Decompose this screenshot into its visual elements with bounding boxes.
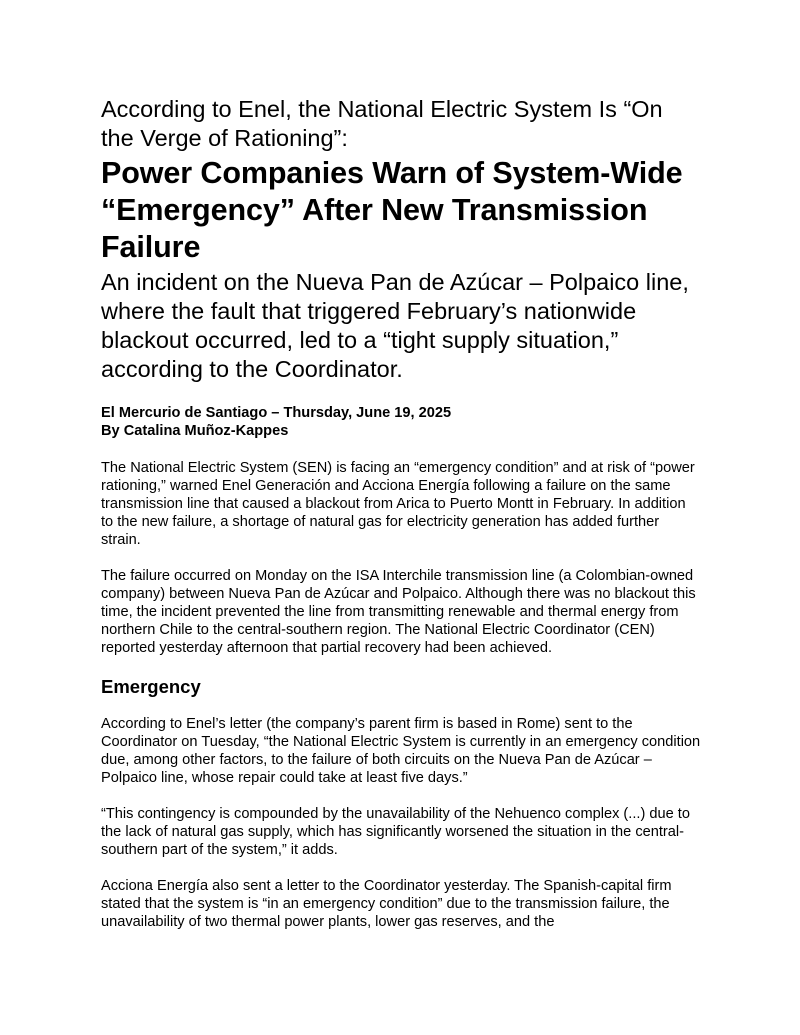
paragraph-section-1: According to Enel’s letter (the company’s parent firm is based in Rome) sent to the Coordinator on Tuesday, “the National Electric System is currently in an emergency condition due, among other factors, to the failure of both circuits on the Nueva Pan de Azúcar – Polpaico line, whose repair could take at least five days.” [101,716,701,786]
article-headline: Power Companies Warn of System-Wide “Emergency” After New Transmission Failure [101,156,683,264]
paragraph-section-2: “This contingency is compounded by the unavailability of the Nehuenco complex (...) due to the lack of natural gas supply, which has significantly worsened the situation in the central-southern part of the system,” it adds. [101,806,690,858]
article [101,95,701,931]
paragraph-intro-2: The failure occurred on Monday on the ISA Interchile transmission line (a Colombian-owned company) between Nueva Pan de Azúcar and Polpaico. Although there was no blackout this time, the incident prevented the line from transmitting renewable and thermal energy from northern Chile to the central-southern region. The National Electric Coordinator (CEN) reported yesterday afternoon that partial recovery had been achieved. [101,568,696,656]
section-heading-emergency: Emergency [101,676,201,697]
article-kicker: According to Enel, the National Electric System Is “On the Verge of Rationing”: [101,96,663,151]
author-line: By Catalina Muñoz-Kappes [101,423,289,439]
paragraph-section-3: Acciona Energía also sent a letter to the Coordinator yesterday. The Spanish-capital firm stated that the system is “in an emergency condition” due to the transmission failure, the unavailability of two thermal power plants, lower gas reserves, and the [101,878,672,930]
paragraph-intro-1: The National Electric System (SEN) is facing an “emergency condition” and at risk of “power rationing,” warned Enel Generación and Acciona Energía following a failure on the same transmission line that caused a blackout from Arica to Puerto Montt in February. In addition to the new failure, a shortage of natural gas for electricity generation has added further strain. [101,460,695,548]
byline [101,404,701,440]
article-subhead: An incident on the Nueva Pan de Azúcar – Polpaico line, where the fault that triggered February’s nationwide blackout occurred, led to a “tight supply situation,” according to the Coordinator. [101,269,689,382]
source-line: El Mercurio de Santiago – Thursday, June 19, 2025 [101,405,452,421]
